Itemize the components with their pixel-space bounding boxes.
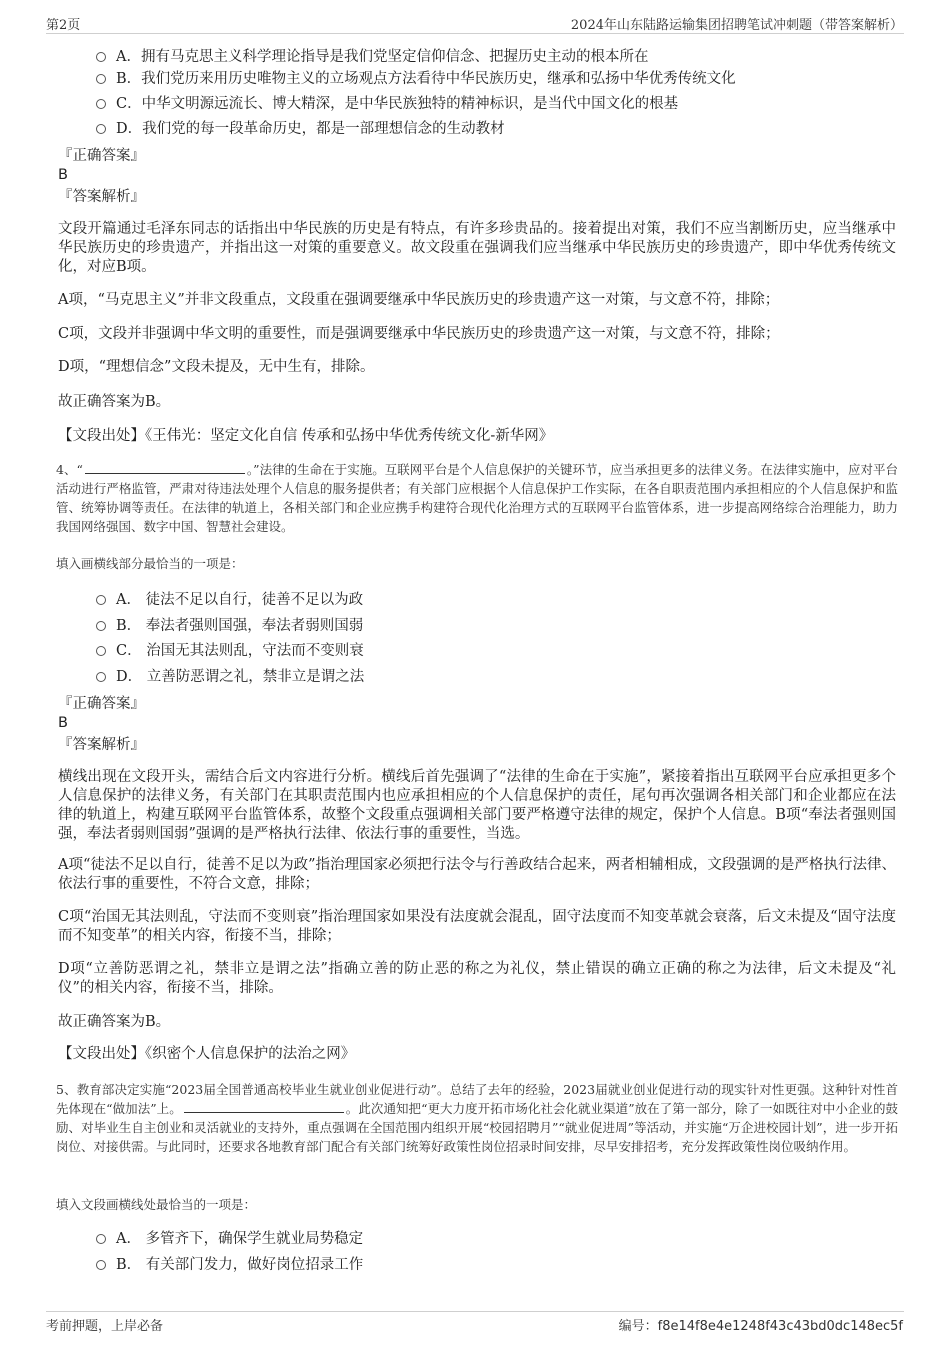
option-text: A． 徒法不足以自行，徒善不足以为政 [116,592,364,608]
q5-option-b[interactable] [96,1255,363,1275]
footer-slogan: 考前押题，上岸必备 [46,1319,164,1334]
footer-divider [46,1311,904,1312]
q4-conclusion: 故正确答案为B。 [58,1014,171,1030]
option-text: B．我们党历来用历史唯物主义的立场观点方法看待中华民族历史，继承和弘扬中华优秀传统文化 [116,71,736,87]
radio-icon[interactable] [96,74,106,84]
q4-stem-prefix: 4、“ [56,462,83,477]
radio-icon[interactable] [96,595,106,605]
q3-conclusion: 故正确答案为B。 [58,394,171,410]
q4-answer: B [58,715,68,731]
q5-prompt: 填入文段画横线处最恰当的一项是： [56,1197,257,1212]
q4-answer-label: 『正确答案』 [58,696,145,712]
q5-stem [56,1080,898,1156]
option-text: D．我们党的每一段革命历史，都是一部理想信念的生动教材 [116,121,505,137]
q5-stem-part1: 5、教育部决定实施“2023届全国普通高校毕业生就业创业促进行动”。总结了去年的经验，2023届就业创业促进行动的现实针对性更强。这种针对性首先体现在“做加法”上。 [56,1082,898,1116]
q3-answer: B [58,167,68,183]
q3-analysis-main: 文段开篇通过毛泽东同志的话指出中华民族的历史是有特点，有许多珍贵品的。接着提出对策，我们不应当割断历史，应当继承中华民族历史的珍贵遗产，并指出这一对策的重要意义。故文段重在强调我们应当继承中华民族历史的珍贵遗产，即中华优秀传统文化，对应B项。 [58,221,896,275]
option-text: C．中华文明源远流长、博大精深，是中华民族独特的精神标识，是当代中国文化的根基 [116,96,679,112]
code-label: 编号： [618,1319,658,1334]
q4-option-a[interactable] [96,590,363,610]
radio-icon[interactable] [96,124,106,134]
q4-analysis-label: 『答案解析』 [58,737,145,753]
q4-analysis-c: C项“治国无其法则乱，守法而不变则衰”指治理国家如果没有法度就会混乱，固守法度而不知变革就会衰落，后文未提及“固守法度而不知变革”的相关内容，衔接不当，排除； [58,909,896,944]
q3-answer-label: 『正确答案』 [58,148,145,164]
q4-option-c[interactable] [96,641,364,661]
q5-option-a[interactable] [96,1229,363,1249]
option-text: A．拥有马克思主义科学理论指导是我们党坚定信仰信念、把握历史主动的根本所在 [116,49,649,65]
option-text: B． 有关部门发力，做好岗位招录工作 [116,1257,364,1273]
q3-option-c[interactable] [96,94,678,114]
q4-analysis-a: A项“徒法不足以自行，徒善不足以为政”指治理国家必须把行法令与行善政结合起来，两者相辅相成，文段强调的是严格执行法律、依法行事的重要性，不符合文意，排除； [58,857,896,892]
header-divider [46,33,904,34]
q3-analysis-label: 『答案解析』 [58,189,145,205]
q3-option-a[interactable] [96,47,648,67]
option-text: A． 多管齐下，确保学生就业局势稳定 [116,1231,364,1247]
option-text: D． 立善防恶谓之礼，禁非立是谓之法 [116,669,365,685]
document-title: 2024年山东陆路运输集团招聘笔试冲刺题（带答案解析） [570,18,903,33]
option-text: B． 奉法者强则国强，奉法者弱则国弱 [116,618,364,634]
q3-option-d[interactable] [96,119,505,139]
q3-analysis-c: C项，文段并非强调中华文明的重要性，而是强调要继承中华民族历史的珍贵遗产这一对策，与文意不符，排除； [58,326,780,342]
fill-blank [184,1100,344,1113]
q4-analysis-main: 横线出现在文段开头，需结合后文内容进行分析。横线后首先强调了“法律的生命在于实施”，紧接着指出互联网平台应承担更多个人信息保护的法律义务，有关部门在其职责范围内也应承担相应的个人信息保护的责任，尾句再次强调各相关部门和企业都应在法律的轨道上，构建互联网平台监管体系，故整个文段重点强调相关部门要严格遵守法律的规定，保护个人信息。B项“奉法者强则国强，奉法者弱则国弱”强调的是严格执行法律、依法行事的重要性，当选。 [58,769,896,842]
q5-stem-part2: 。此次通知把“更大力度开拓市场化社会化就业渠道”放在了第一部分，除了一如既往对中小企业的鼓励、对毕业生自主创业和灵活就业的支持外，重点强调在全国范围内组织开展“校园招聘月”“就业促进周”等活动，并实施“万企进校园计划”，进一步开拓岗位、对接供需。与此同时，还要求各地教育部门配合有关部门统筹好政策性岗位招录时间安排，尽早安排招考，充分发挥政策性岗位吸纳作用。 [56,1101,898,1154]
q3-analysis-a: A项，“马克思主义”并非文段重点，文段重在强调要继承中华民族历史的珍贵遗产这一对策，与文意不符，排除； [58,292,780,308]
code-value: f8e14f8e4e1248f43c43bd0dc148ec5f [657,1319,903,1334]
radio-icon[interactable] [96,646,106,656]
q4-source: 【文段出处】《织密个人信息保护的法治之网》 [58,1046,356,1062]
q3-option-b[interactable] [96,69,736,89]
q4-prompt: 填入画横线部分最恰当的一项是： [56,556,244,571]
page-number: 第2页 [46,18,81,33]
radio-icon[interactable] [96,621,106,631]
q3-source: 【文段出处】《王伟光：坚定文化自信 传承和弘扬中华优秀传统文化-新华网》 [58,428,554,444]
q4-stem [56,460,898,536]
radio-icon[interactable] [96,1234,106,1244]
q4-option-b[interactable] [96,616,363,636]
option-text: C． 治国无其法则乱，守法而不变则衰 [116,643,364,659]
q4-analysis-d: D项“立善防恶谓之礼，禁非立是谓之法”指确立善的防止恶的称之为礼仪，禁止错误的确立正确的称之为法律，后文未提及“礼仪”的相关内容，衔接不当，排除。 [58,961,896,996]
q4-stem-text: 。”法律的生命在于实施。互联网平台是个人信息保护的关键环节，应当承担更多的法律义务。在法律实施中，应对平台活动进行严格监管，严肃对待违法处理个人信息的服务提供者；有关部门应根据个人信息保护工作实际，在各自职责范围内承担相应的个人信息保护和监管、统筹协调等责任。在法律的轨道上，各相关部门和企业应携手构建符合现代化治理方式的互联网平台监管体系，进一步提高网络综合治理能力，助力我国网络强国、数字中国、智慧社会建设。 [56,462,898,534]
fill-blank [85,461,245,474]
q3-analysis-d: D项，“理想信念”文段未提及，无中生有，排除。 [58,359,375,375]
q4-option-d[interactable] [96,667,364,687]
radio-icon[interactable] [96,99,106,109]
radio-icon[interactable] [96,672,106,682]
document-code [619,1315,903,1334]
radio-icon[interactable] [96,1260,106,1270]
radio-icon[interactable] [96,52,106,62]
